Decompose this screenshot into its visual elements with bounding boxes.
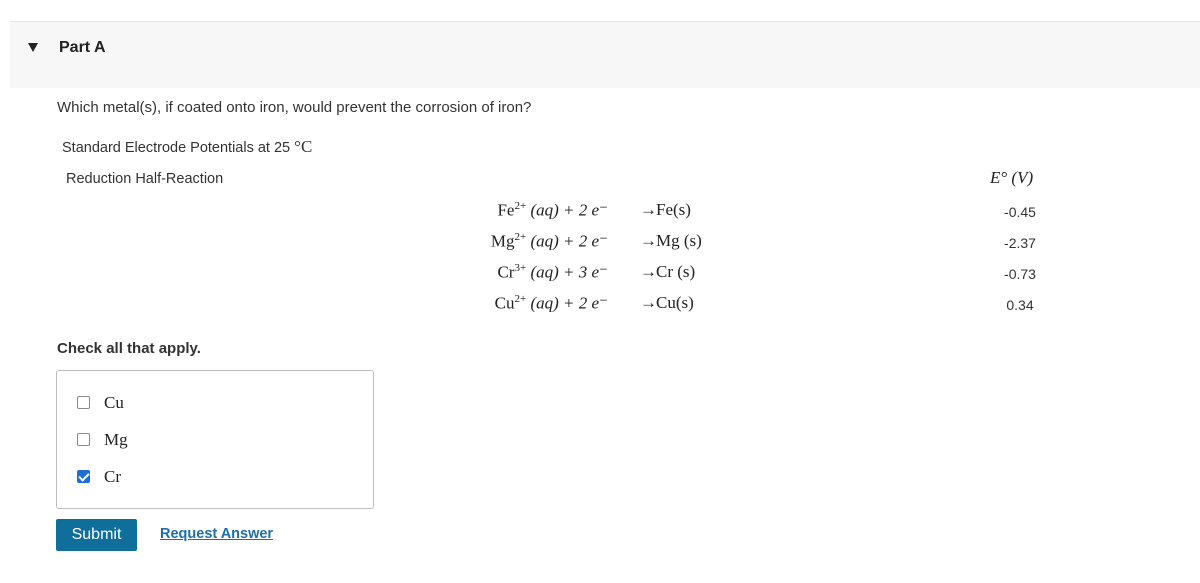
- reaction-product: Cu(s): [656, 293, 694, 312]
- checkbox-mg[interactable]: [77, 433, 90, 446]
- potential-value: -2.37: [1004, 235, 1036, 251]
- options-box: [56, 370, 374, 509]
- potential-value: -0.73: [1004, 266, 1036, 282]
- option-label: Mg: [104, 430, 128, 449]
- half-reaction-row: [470, 293, 770, 319]
- reaction-rest: (aq) + 3 e⁻: [526, 262, 608, 282]
- reaction-reactants: [491, 231, 608, 252]
- potential-value: 0.34: [1006, 297, 1034, 313]
- reaction-charge: 2+: [514, 200, 527, 212]
- option-label: Cu: [104, 393, 124, 412]
- reaction-rest: (aq) + 2 e⁻: [526, 200, 608, 220]
- reaction-rest: (aq) + 2 e⁻: [526, 231, 608, 251]
- reaction-reactants: [497, 200, 608, 221]
- reaction-reactants: [497, 262, 608, 283]
- column-header-potential: E° (V): [990, 168, 1034, 187]
- reaction-product: Fe(s): [656, 200, 691, 219]
- reaction-arrow-icon: →: [640, 200, 657, 219]
- checkbox-cu[interactable]: [77, 396, 90, 409]
- question-text: Which metal(s), if coated onto iron, would prevent the corrosion of iron?: [57, 99, 532, 116]
- collapse-arrow-icon[interactable]: [28, 43, 38, 52]
- reaction-ion: Cr: [497, 262, 515, 282]
- reaction-reactants: [495, 293, 608, 314]
- column-header-reaction: Reduction Half-Reaction: [66, 171, 224, 187]
- option-cu[interactable]: [77, 393, 277, 415]
- reaction-charge: 2+: [514, 293, 527, 305]
- reaction-arrow-icon: →: [640, 231, 657, 250]
- reaction-charge: 3+: [514, 262, 527, 274]
- half-reaction-row: [470, 200, 770, 226]
- half-reaction-row: [470, 262, 770, 288]
- option-label: Cr: [104, 467, 121, 486]
- reaction-product: Mg (s): [656, 231, 702, 250]
- table-title-text: Standard Electrode Potentials at 25: [62, 140, 291, 156]
- option-cr[interactable]: [77, 467, 277, 489]
- reaction-ion: Cu: [494, 293, 515, 313]
- check-all-label: Check all that apply.: [57, 340, 201, 357]
- reaction-ion: Fe: [497, 200, 515, 220]
- part-title: Part A: [59, 39, 106, 56]
- reaction-rest: (aq) + 2 e⁻: [526, 293, 608, 313]
- potential-value: -0.45: [1004, 204, 1036, 220]
- reaction-arrow-icon: →: [640, 293, 657, 312]
- half-reaction-row: [470, 231, 770, 257]
- part-header[interactable]: [10, 22, 1200, 88]
- table-title: [62, 137, 312, 157]
- reaction-arrow-icon: →: [640, 262, 657, 281]
- reaction-ion: Mg: [490, 231, 515, 251]
- option-mg[interactable]: [77, 430, 277, 452]
- submit-button[interactable]: Submit: [56, 519, 137, 551]
- reaction-product: Cr (s): [656, 262, 696, 281]
- checkbox-cr[interactable]: [77, 470, 90, 483]
- reaction-charge: 2+: [514, 231, 527, 243]
- table-title-unit: °C: [294, 137, 313, 156]
- request-answer-link[interactable]: Request Answer: [160, 526, 274, 542]
